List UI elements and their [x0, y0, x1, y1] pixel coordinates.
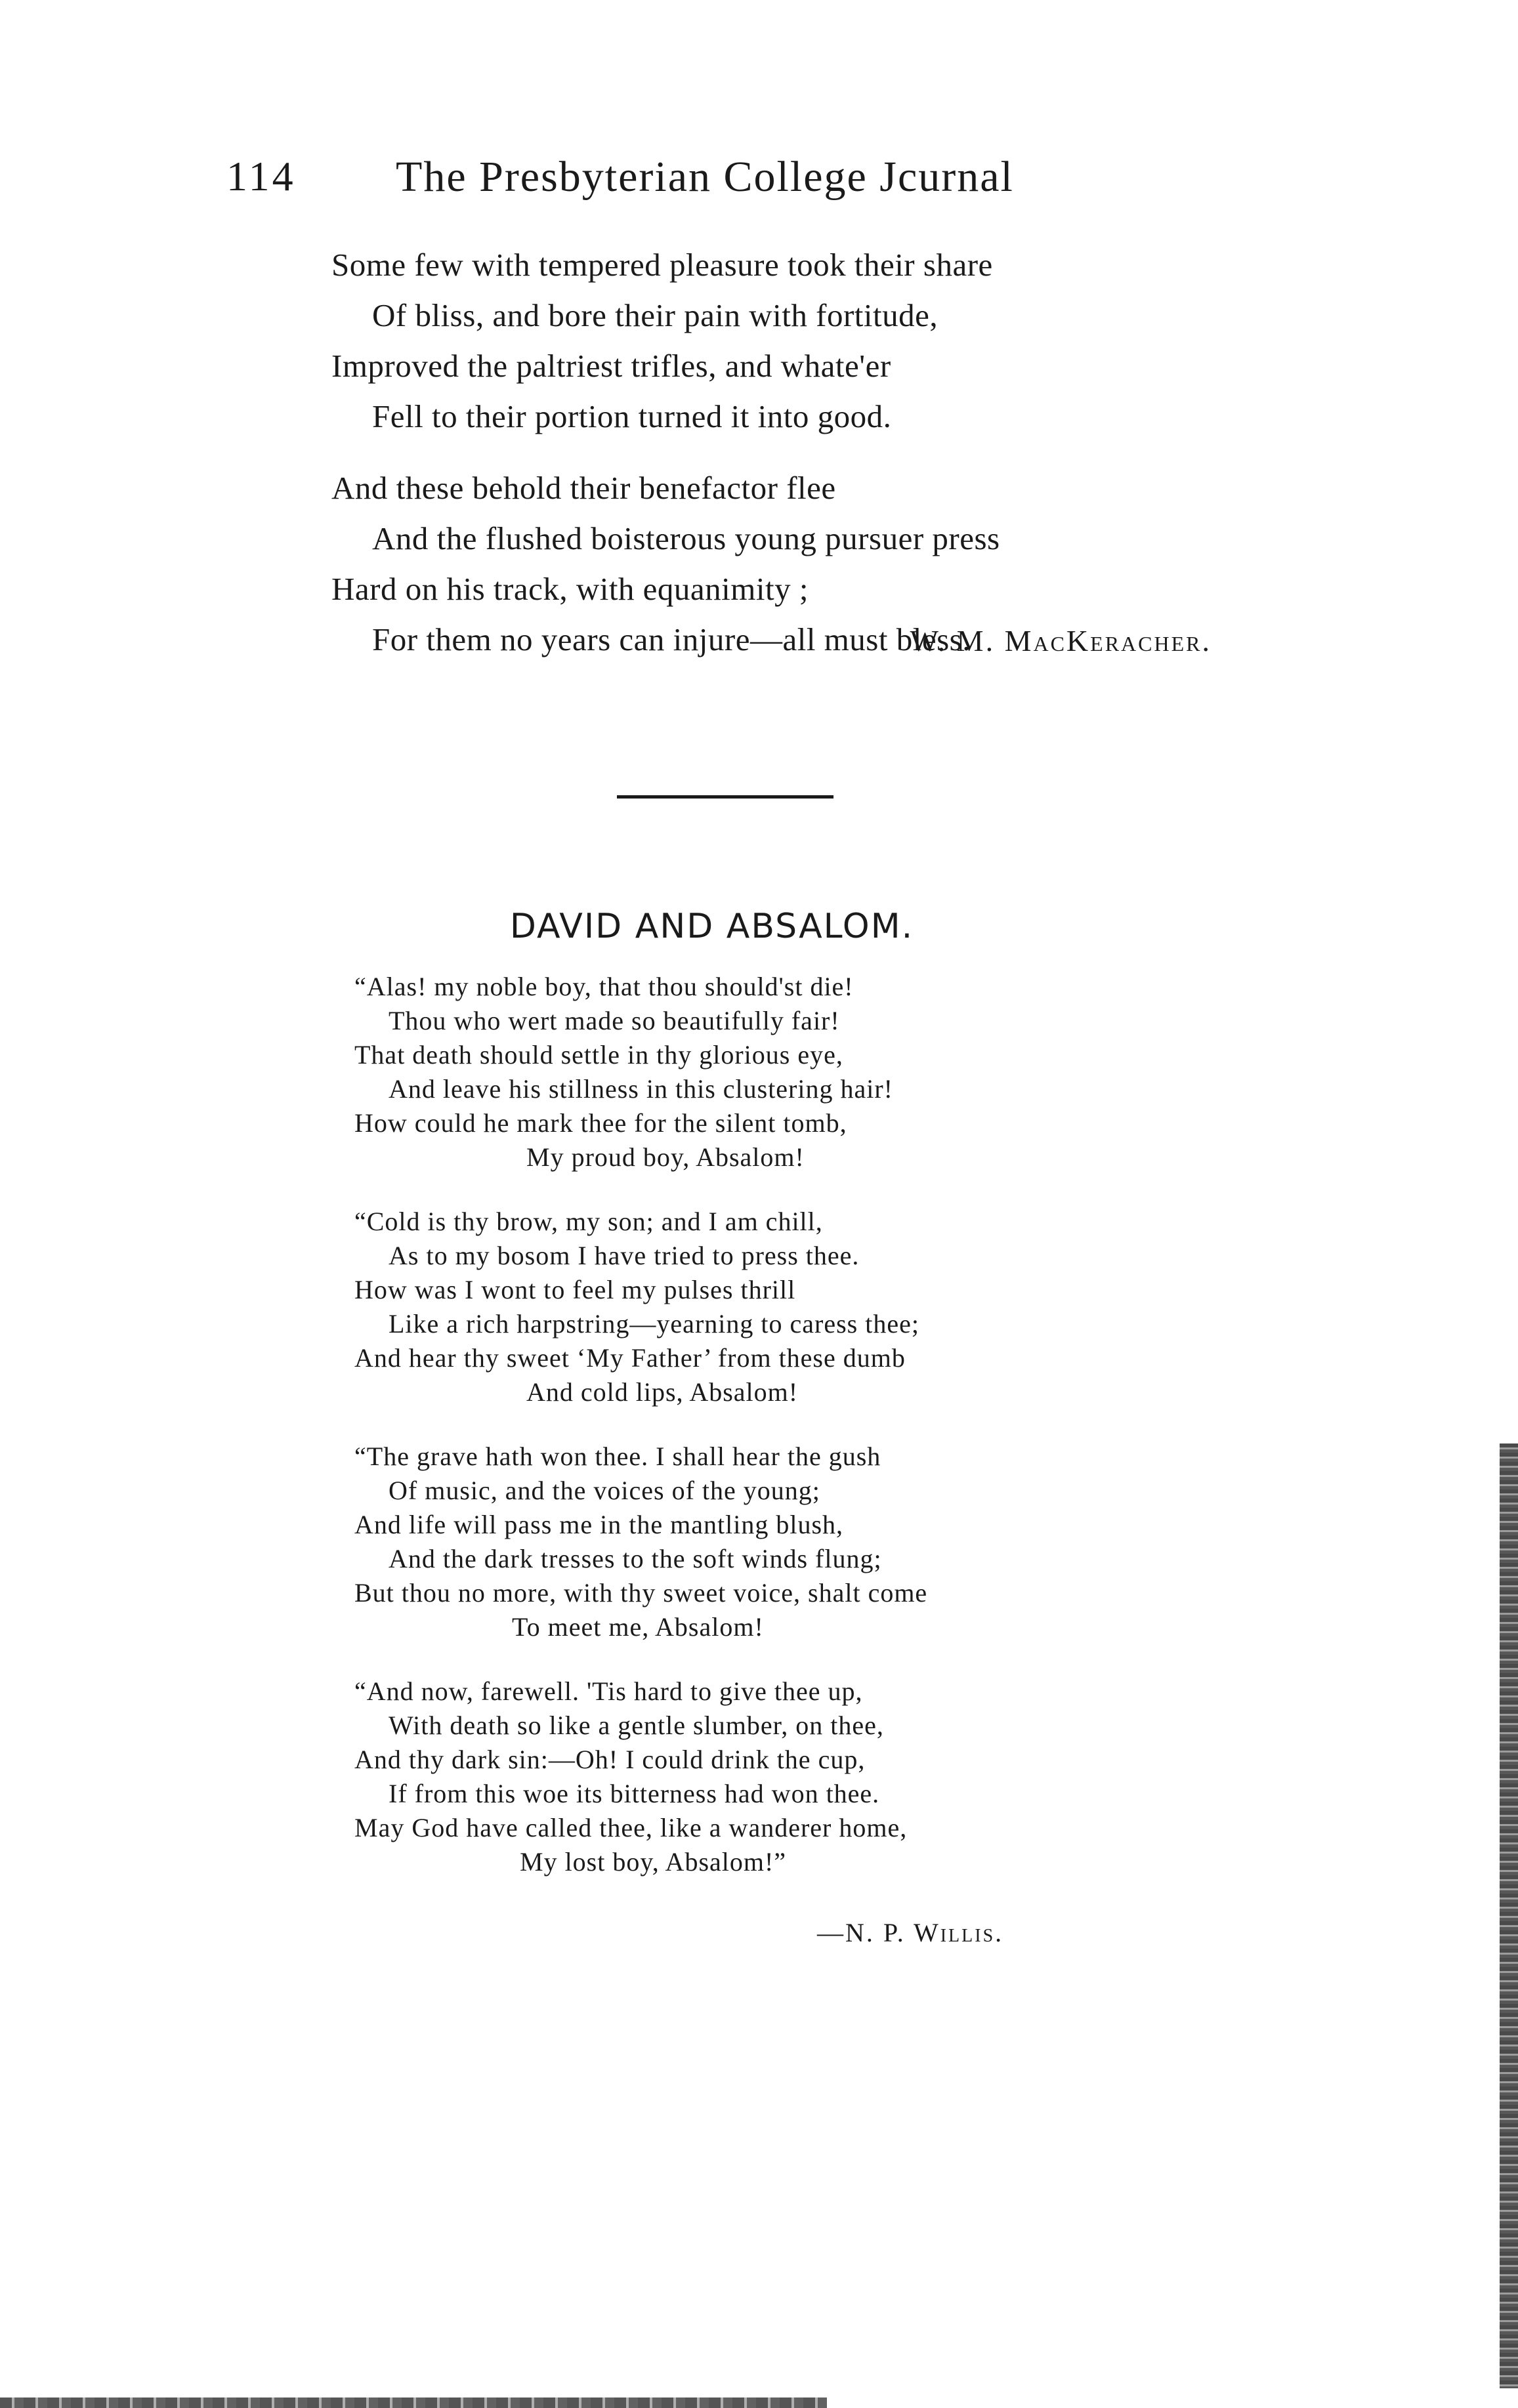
stanza	[354, 970, 1142, 1174]
stanza	[354, 1440, 1142, 1644]
poem-line: And hear thy sweet ‘My Father’ from these dumb	[354, 1343, 906, 1373]
poem-line: “And now, farewell. 'Tis hard to give thee up,	[354, 1676, 863, 1706]
poem-author: —N. P. Willis.	[817, 1918, 1004, 1947]
poem-refrain: To meet me, Absalom!	[512, 1612, 764, 1642]
poem-line: And the dark tresses to the soft winds flung;	[389, 1544, 882, 1573]
poem-line: Of music, and the voices of the young;	[389, 1476, 820, 1505]
poem-line: With death so like a gentle slumber, on thee,	[389, 1711, 884, 1740]
scan-edge-bottom	[0, 2398, 827, 2408]
poem-title-text: DAVID AND ABSALOM.	[509, 907, 914, 946]
poem-fragment	[331, 239, 1250, 686]
poem-line: And these behold their benefactor flee	[331, 470, 836, 506]
page-header	[226, 152, 1276, 211]
poem-line: As to my bosom I have tried to press thee.	[389, 1241, 860, 1270]
poem-line: How was I wont to feel my pulses thrill	[354, 1275, 796, 1304]
poem-line: How could he mark thee for the silent tomb,	[354, 1108, 847, 1138]
poem-title	[0, 907, 1518, 946]
stanza	[354, 1674, 1142, 1879]
poem-line: “Cold is thy brow, my son; and I am chill,	[354, 1207, 823, 1236]
poem-line: And life will pass me in the mantling blush,	[354, 1510, 844, 1539]
poem-david-and-absalom	[354, 970, 1142, 1909]
poem-line: For them no years can injure—all must bless.	[372, 621, 971, 657]
poem-line: “The grave hath won thee. I shall hear the gush	[354, 1442, 881, 1471]
poem-refrain: And cold lips, Absalom!	[526, 1377, 799, 1407]
poem-line: That death should settle in thy glorious eye,	[354, 1040, 843, 1069]
poem-line: And the flushed boisterous young pursuer press	[372, 520, 1000, 556]
poem-line: Some few with tempered pleasure took their share	[331, 247, 993, 283]
poem-line: Fell to their portion turned it into good.	[372, 398, 892, 434]
stanza	[354, 1205, 1142, 1409]
scan-edge-right	[1500, 1443, 1518, 2388]
poem-refrain: My proud boy, Absalom!	[526, 1142, 805, 1172]
page-number: 114	[226, 153, 296, 199]
poem-author: W. M. MacKeracher.	[910, 624, 1212, 657]
poem-line: Thou who wert made so beautifully fair!	[389, 1006, 840, 1035]
poem-line: May God have called thee, like a wanderer home,	[354, 1813, 908, 1842]
poem-line: And leave his stillness in this clustering hair!	[389, 1074, 893, 1104]
section-divider	[617, 795, 833, 799]
poem-line: If from this woe its bitterness had won thee.	[389, 1779, 880, 1808]
poem-line: Hard on his track, with equanimity ;	[331, 571, 809, 607]
poem-line: But thou no more, with thy sweet voice, shalt come	[354, 1578, 928, 1608]
poem-line: “Alas! my noble boy, that thou should'st die!	[354, 972, 854, 1001]
poem-line: Improved the paltriest trifles, and whate'er	[331, 348, 891, 384]
poem-line: And thy dark sin:—Oh! I could drink the cup,	[354, 1745, 866, 1774]
poem-refrain: My lost boy, Absalom!”	[520, 1847, 787, 1877]
running-title: The Presbyterian College Jcurnal	[396, 153, 1014, 201]
poem-line: Like a rich harpstring—yearning to caress thee;	[389, 1309, 919, 1339]
stanza	[331, 239, 1250, 442]
poem-line: Of bliss, and bore their pain with fortitude,	[372, 297, 938, 333]
